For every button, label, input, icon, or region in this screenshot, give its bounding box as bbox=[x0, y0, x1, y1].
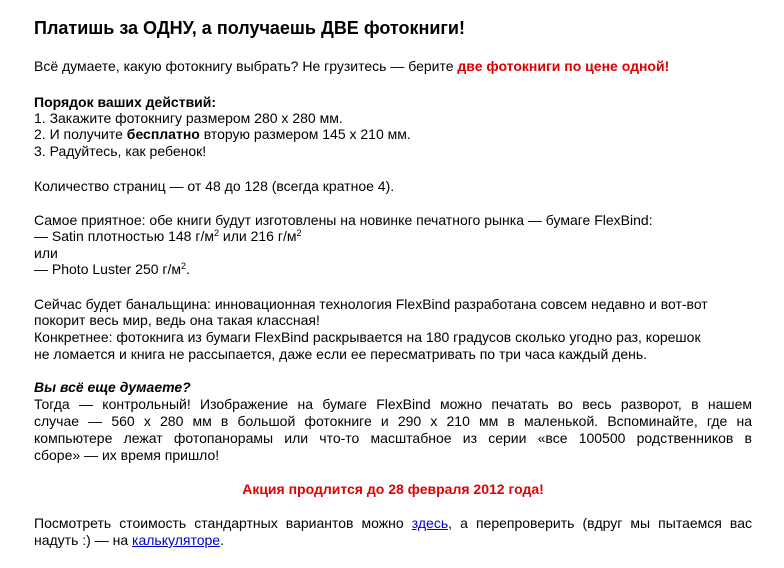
footer-line-2 bbox=[34, 532, 224, 548]
promo-deadline: Акция продлится до 28 февраля 2012 года! bbox=[242, 481, 544, 497]
calculator-link[interactable]: калькуляторе bbox=[132, 532, 221, 548]
tech-line-2: покорит весь мир, ведь она такая классная! bbox=[34, 312, 320, 328]
think-line-1: Тогда — контрольный! Изображение на бумаге FlexBind можно печатать во весь разворот, в нашем bbox=[34, 396, 752, 412]
satin-sup-2: 2 bbox=[296, 228, 302, 238]
think-heading: Вы всё еще думаете? bbox=[34, 379, 191, 395]
footer-text-3: надуть :) — на bbox=[34, 532, 133, 548]
tech-line-4: не ломается и книга не рассыпается, даже если ее пересматривать по три часа каждый день. bbox=[34, 346, 648, 362]
intro-paragraph bbox=[34, 58, 669, 74]
intro-text: Всё думаете, какую фотокнигу выбрать? Не грузитесь — берите bbox=[34, 58, 458, 74]
step-2-bold: бесплатно bbox=[126, 126, 200, 142]
think-line-3: компьютере лежат фотопанорамы или что-то масштабное из серии «все 100500 родственников в bbox=[34, 430, 752, 446]
step-3: 3. Радуйтесь, как ребенок! bbox=[34, 143, 207, 159]
footer-text-1: Посмотреть стоимость стандартных вариантов можно bbox=[34, 515, 412, 531]
think-line-4: сборе» — их время пришло! bbox=[34, 447, 220, 463]
page-title: Платишь за ОДНУ, а получаешь ДВЕ фотокниги! bbox=[34, 18, 465, 38]
tech-line-1: Сейчас будет банальщина: инновационная технология FlexBind разработана совсем недавно и вот-вот bbox=[34, 296, 708, 312]
step-2-text: 2. И получите bbox=[34, 126, 127, 142]
paper-luster bbox=[34, 261, 190, 277]
satin-sup-1: 2 bbox=[213, 228, 219, 238]
luster-text: — Photo Luster 250 г/м bbox=[34, 261, 182, 277]
footer-text-2: , а перепроверить (вдруг мы пытаемся вас bbox=[448, 515, 752, 531]
prices-link[interactable]: здесь bbox=[411, 515, 449, 531]
paper-or: или bbox=[34, 245, 58, 261]
satin-mid: или 216 г/м bbox=[219, 228, 297, 244]
luster-end: . bbox=[186, 261, 190, 277]
paper-intro: Самое приятное: обе книги будут изготовлены на новинке печатного рынка — бумаге FlexBind: bbox=[34, 212, 653, 228]
satin-text: — Satin плотностью 148 г/м bbox=[34, 228, 214, 244]
intro-highlight: две фотокниги по цене одной! bbox=[457, 58, 670, 74]
step-1: 1. Закажите фотокнигу размером 280 x 280 мм. bbox=[34, 110, 343, 126]
step-2 bbox=[34, 126, 411, 142]
steps-heading: Порядок ваших действий: bbox=[34, 94, 217, 110]
step-2-rest: вторую размером 145 x 210 мм. bbox=[199, 126, 411, 142]
footer-line-1 bbox=[34, 515, 752, 531]
footer-text-4: . bbox=[220, 532, 224, 548]
think-line-2: случае — 560 x 280 мм в большой фотокниге и 290 x 210 мм в маленькой. Вспоминайте, где на bbox=[34, 413, 752, 429]
paper-satin bbox=[34, 228, 301, 244]
luster-sup: 2 bbox=[181, 261, 187, 271]
pages-info: Количество страниц — от 48 до 128 (всегда кратное 4). bbox=[34, 178, 395, 194]
tech-line-3: Конкретнее: фотокнига из бумаги FlexBind раскрывается на 180 градусов сколько угодно раз, корешок bbox=[34, 329, 701, 345]
